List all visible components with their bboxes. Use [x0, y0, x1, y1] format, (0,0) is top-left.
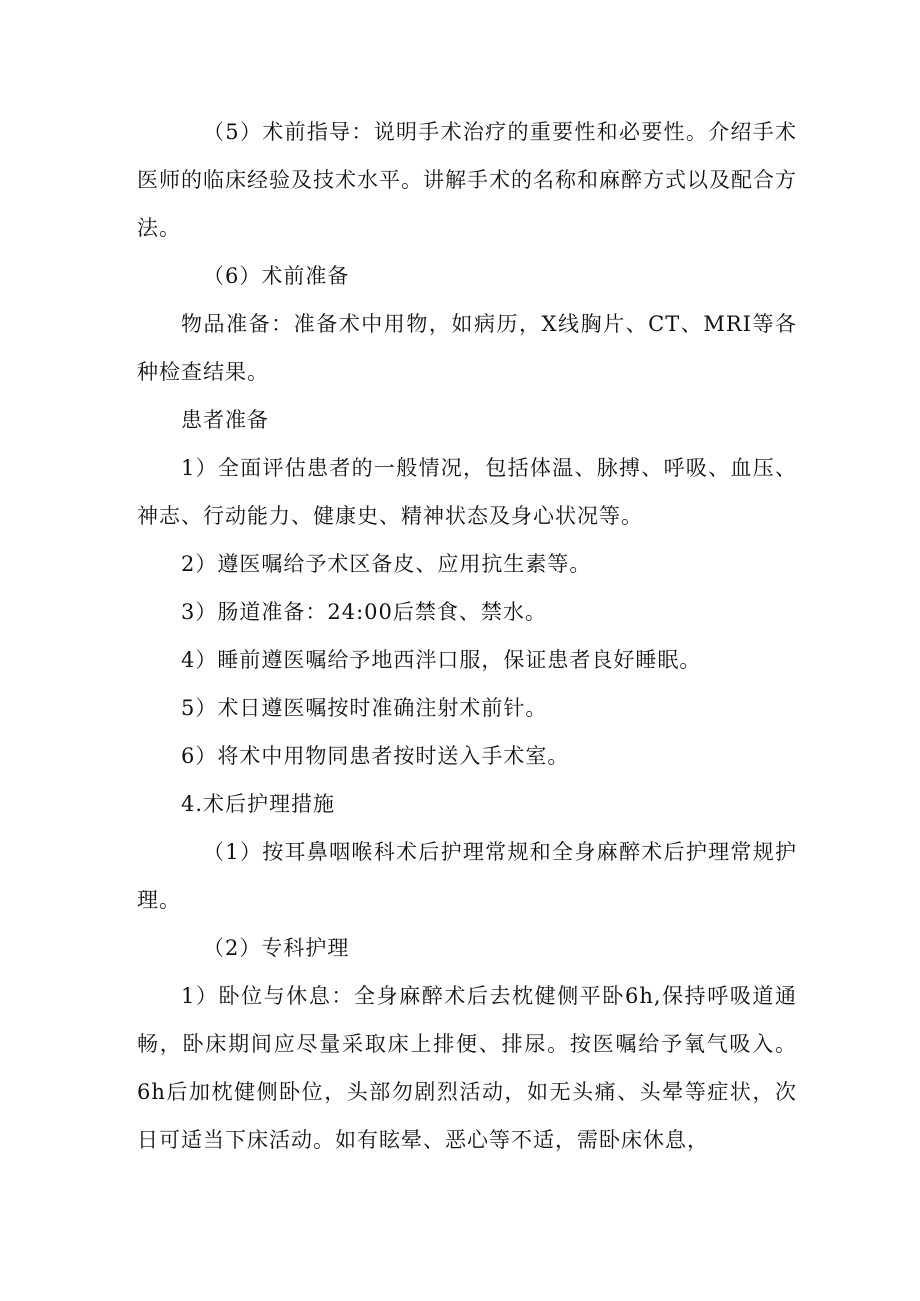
- paragraph-specialty-care-heading: （2）专科护理: [203, 936, 350, 960]
- list-item-4: 4）睡前遵医嘱给予地西泮口服，保证患者良好睡眠。: [181, 648, 702, 672]
- paragraph-supplies-prep: 物品准备：准备术中用物，如病历，X线胸片、CT、MRI等各种检查结果。: [137, 312, 797, 384]
- list-item-5: 5）术日遵医嘱按时准确注射术前针。: [181, 696, 548, 720]
- list-item-1: 1）全面评估患者的一般情况，包括体温、脉搏、呼吸、血压、神志、行动能力、健康史、精神状态及身心状况等。: [137, 456, 797, 528]
- paragraph-patient-prep-heading: 患者准备: [181, 408, 269, 432]
- paragraph-preop-prep-heading: （6）术前准备: [203, 264, 350, 288]
- paragraph-position-rest: 1）卧位与休息：全身麻醉术后去枕健侧平卧6h,保持呼吸道通畅，卧床期间应尽量采取床上排便、排尿。按医嘱给予氧气吸入。6h后加枕健侧卧位，头部勿剧烈活动，如无头痛、头晕等症状，次日可适当下床活动。如有眩晕、恶心等不适，需卧床休息，: [137, 984, 797, 1152]
- paragraph-preop-guidance: （5）术前指导：说明手术治疗的重要性和必要性。介绍手术医师的临床经验及技术水平。讲解手术的名称和麻醉方式以及配合方法。: [137, 120, 797, 240]
- list-item-3: 3）肠道准备：24:00后禁食、禁水。: [181, 600, 547, 624]
- section-heading-postop: 4.术后护理措施: [181, 792, 336, 816]
- paragraph-postop-routine: （1）按耳鼻咽喉科术后护理常规和全身麻醉术后护理常规护理。: [137, 840, 797, 912]
- list-item-6: 6）将术中用物同患者按时送入手术室。: [181, 744, 570, 768]
- document-body: [137, 108, 797, 1164]
- list-item-2: 2）遵医嘱给予术区备皮、应用抗生素等。: [181, 552, 592, 576]
